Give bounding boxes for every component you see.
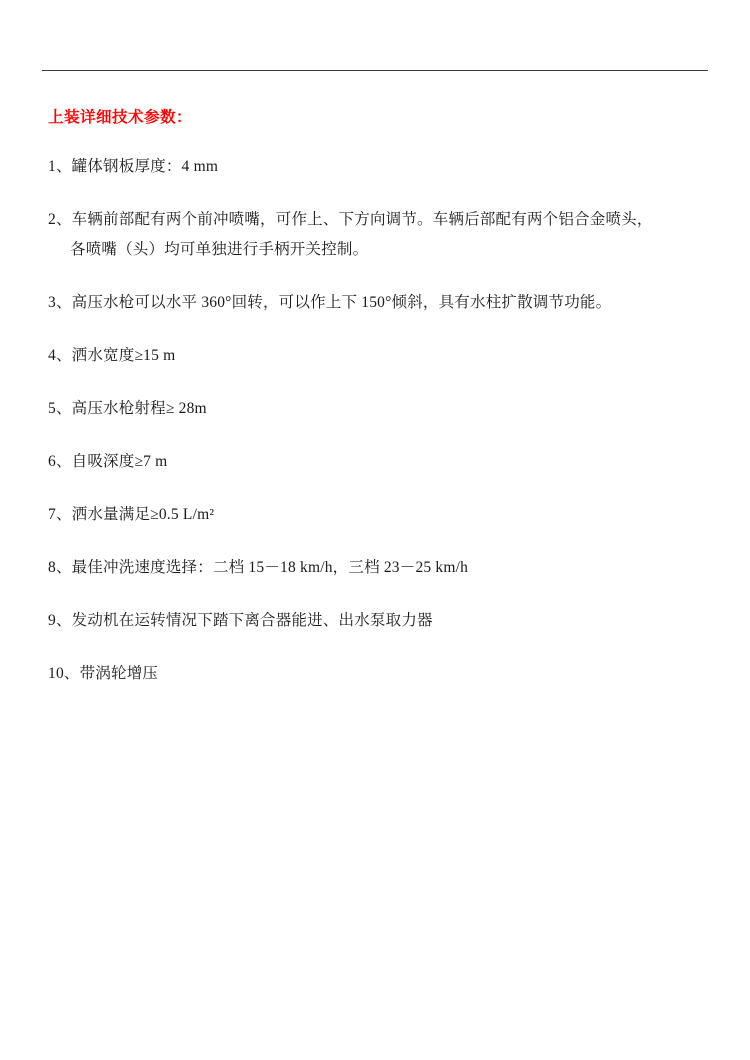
spec-item-2-text: 2、车辆前部配有两个前冲喷嘴，可作上、下方向调节。车辆后部配有两个铝合金喷头，	[48, 211, 653, 229]
spec-item-7	[48, 503, 714, 527]
spec-item-5-text: 5、高压水枪射程≥ 28m	[48, 400, 207, 418]
spec-item-3	[48, 291, 714, 315]
spec-item-4	[48, 344, 714, 368]
spec-item-7-text: 7、洒水量满足≥0.5 L/m²	[48, 506, 215, 524]
spec-item-3-text: 3、高压水枪可以水平 360°回转，可以作上下 150°倾斜，具有水柱扩散调节功能。	[48, 294, 612, 312]
spec-item-8-text: 8、最佳冲洗速度选择：二档 15－18 km/h，三档 23－25 km/h	[48, 559, 469, 577]
section-heading: 上装详细技术参数：	[48, 109, 193, 126]
spec-item-8	[48, 556, 714, 580]
spec-item-10-text: 10、带涡轮增压	[48, 665, 159, 683]
spec-item-9	[48, 609, 714, 633]
spec-item-2-continuation: 各喷嘴（头）均可单独进行手柄开关控制。	[70, 241, 369, 259]
spec-item-6-text: 6、自吸深度≥7 m	[48, 453, 168, 471]
document-body	[42, 105, 714, 715]
spec-item-6	[48, 450, 714, 474]
spec-item-4-text: 4、洒水宽度≥15 m	[48, 347, 176, 365]
spec-item-5	[48, 397, 714, 421]
spec-item-1-text: 1、罐体钢板厚度：4 mm	[48, 158, 219, 175]
header-divider	[42, 70, 708, 71]
spec-item-10	[48, 662, 714, 686]
spec-item-1	[48, 155, 714, 179]
spec-item-2	[48, 208, 714, 262]
spec-item-9-text: 9、发动机在运转情况下踏下离合器能进、出水泵取力器	[48, 612, 433, 630]
